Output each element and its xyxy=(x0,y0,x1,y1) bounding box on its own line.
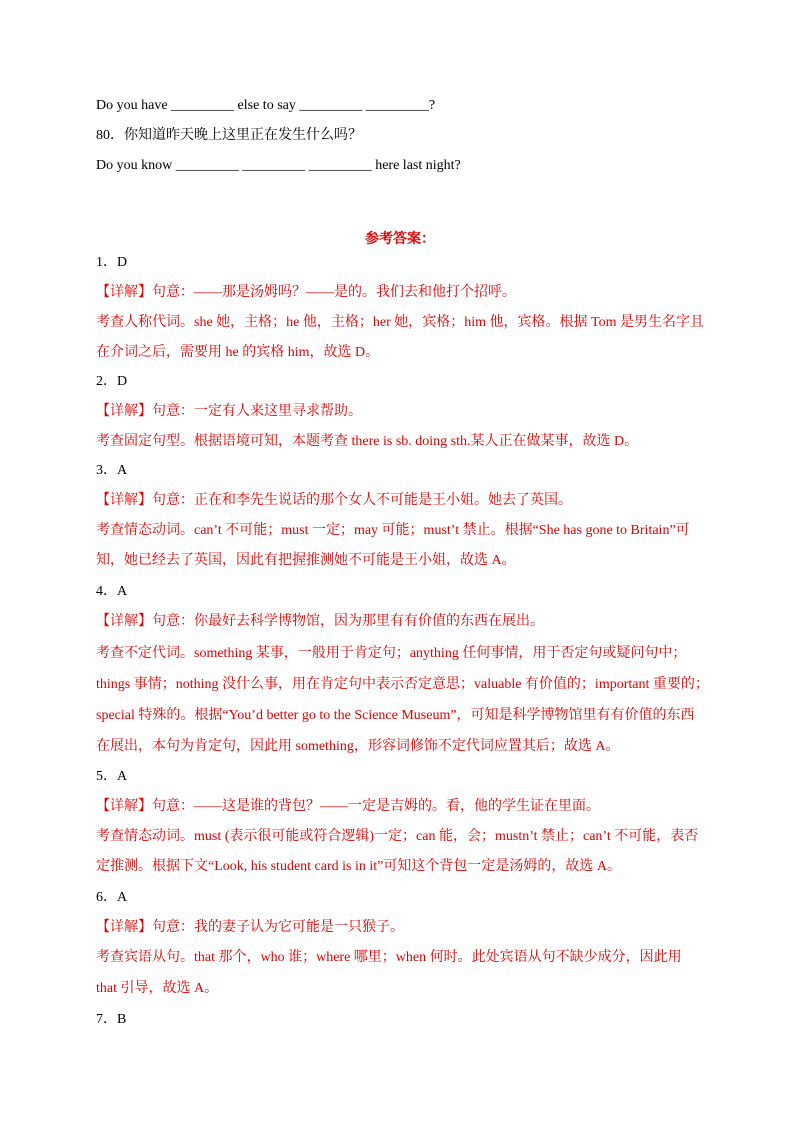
answer-4-explanation: 考查不定代词。something 某事，一般用于肯定句；anything 任何事情，用于否定句或疑问句中； xyxy=(96,646,687,661)
question-79-line: Do you have _________ else to say _________ _________? xyxy=(96,98,436,113)
answer-2-number: 2．D xyxy=(96,374,128,389)
answer-3-detail: 【详解】句意：正在和李先生说话的那个女人不可能是王小姐。她去了英国。 xyxy=(96,493,572,508)
answer-4-explanation: 在展出，本句为肯定句，因此用 something，形容词修饰不定代词应置其后；故选 A。 xyxy=(96,739,620,754)
answer-3-explanation: 知，她已经去了英国，因此有把握推测她不可能是王小姐，故选 A。 xyxy=(96,553,516,568)
answer-3-explanation: 考查情态动词。can’t 不可能；must 一定；may 可能；must’t 禁止。根据“She has gone to Britain”可 xyxy=(96,523,690,538)
answer-5-explanation: 定推测。根据下文“Look, his student card is in it”可知这个背包一定是汤姆的，故选 A。 xyxy=(96,859,621,874)
answer-3-number: 3．A xyxy=(96,463,128,478)
answer-4-detail: 【详解】句意：你最好去科学博物馆，因为那里有有价值的东西在展出。 xyxy=(96,614,544,629)
answer-4-explanation: special 特殊的。根据“You’d better go to the Science Museum”，可知是科学博物馆里有有价值的东西 xyxy=(96,708,695,723)
answer-6-detail: 【详解】句意：我的妻子认为它可能是一只猴子。 xyxy=(96,920,404,935)
answer-5-detail: 【详解】句意：——这是谁的背包？——一定是吉姆的。看，他的学生证在里面。 xyxy=(96,799,600,814)
answer-key-title: 参考答案： xyxy=(365,232,435,247)
answer-4-number: 4．A xyxy=(96,584,128,599)
answer-6-explanation: that 引导，故选 A。 xyxy=(96,981,219,996)
answer-7-number: 7．B xyxy=(96,1012,127,1027)
answer-4-explanation: things 事情；nothing 没什么事，用在肯定句中表示否定意思；valuable 有价值的；important 重要的； xyxy=(96,677,709,692)
question-80-line: Do you know _________ _________ _________ here last night? xyxy=(96,158,461,173)
answer-2-explanation: 考查固定句型。根据语境可知，本题考查 there is sb. doing sth.某人正在做某事，故选 D。 xyxy=(96,434,639,449)
answer-5-explanation: 考查情态动词。must (表示很可能或符合逻辑)一定；can 能，会；mustn’t 禁止；can’t 不可能，表否 xyxy=(96,829,699,844)
answer-1-explanation: 考查人称代词。she 她，主格；he 他，主格；her 她，宾格；him 他，宾格。根据 Tom 是男生名字且 xyxy=(96,315,704,330)
answer-1-detail: 【详解】句意：——那是汤姆吗？——是的。我们去和他打个招呼。 xyxy=(96,285,516,300)
answer-1-number: 1．D xyxy=(96,255,128,270)
answer-5-number: 5．A xyxy=(96,769,128,784)
answer-1-explanation: 在介词之后，需要用 he 的宾格 him，故选 D。 xyxy=(96,345,380,360)
question-80-chinese: 80．你知道昨天晚上这里正在发生什么吗？ xyxy=(96,128,362,143)
answer-2-detail: 【详解】句意：一定有人来这里寻求帮助。 xyxy=(96,404,362,419)
answer-6-explanation: 考查宾语从句。that 那个，who 谁；where 哪里；when 何时。此处宾语从句不缺少成分，因此用 xyxy=(96,950,682,965)
answer-6-number: 6．A xyxy=(96,890,128,905)
